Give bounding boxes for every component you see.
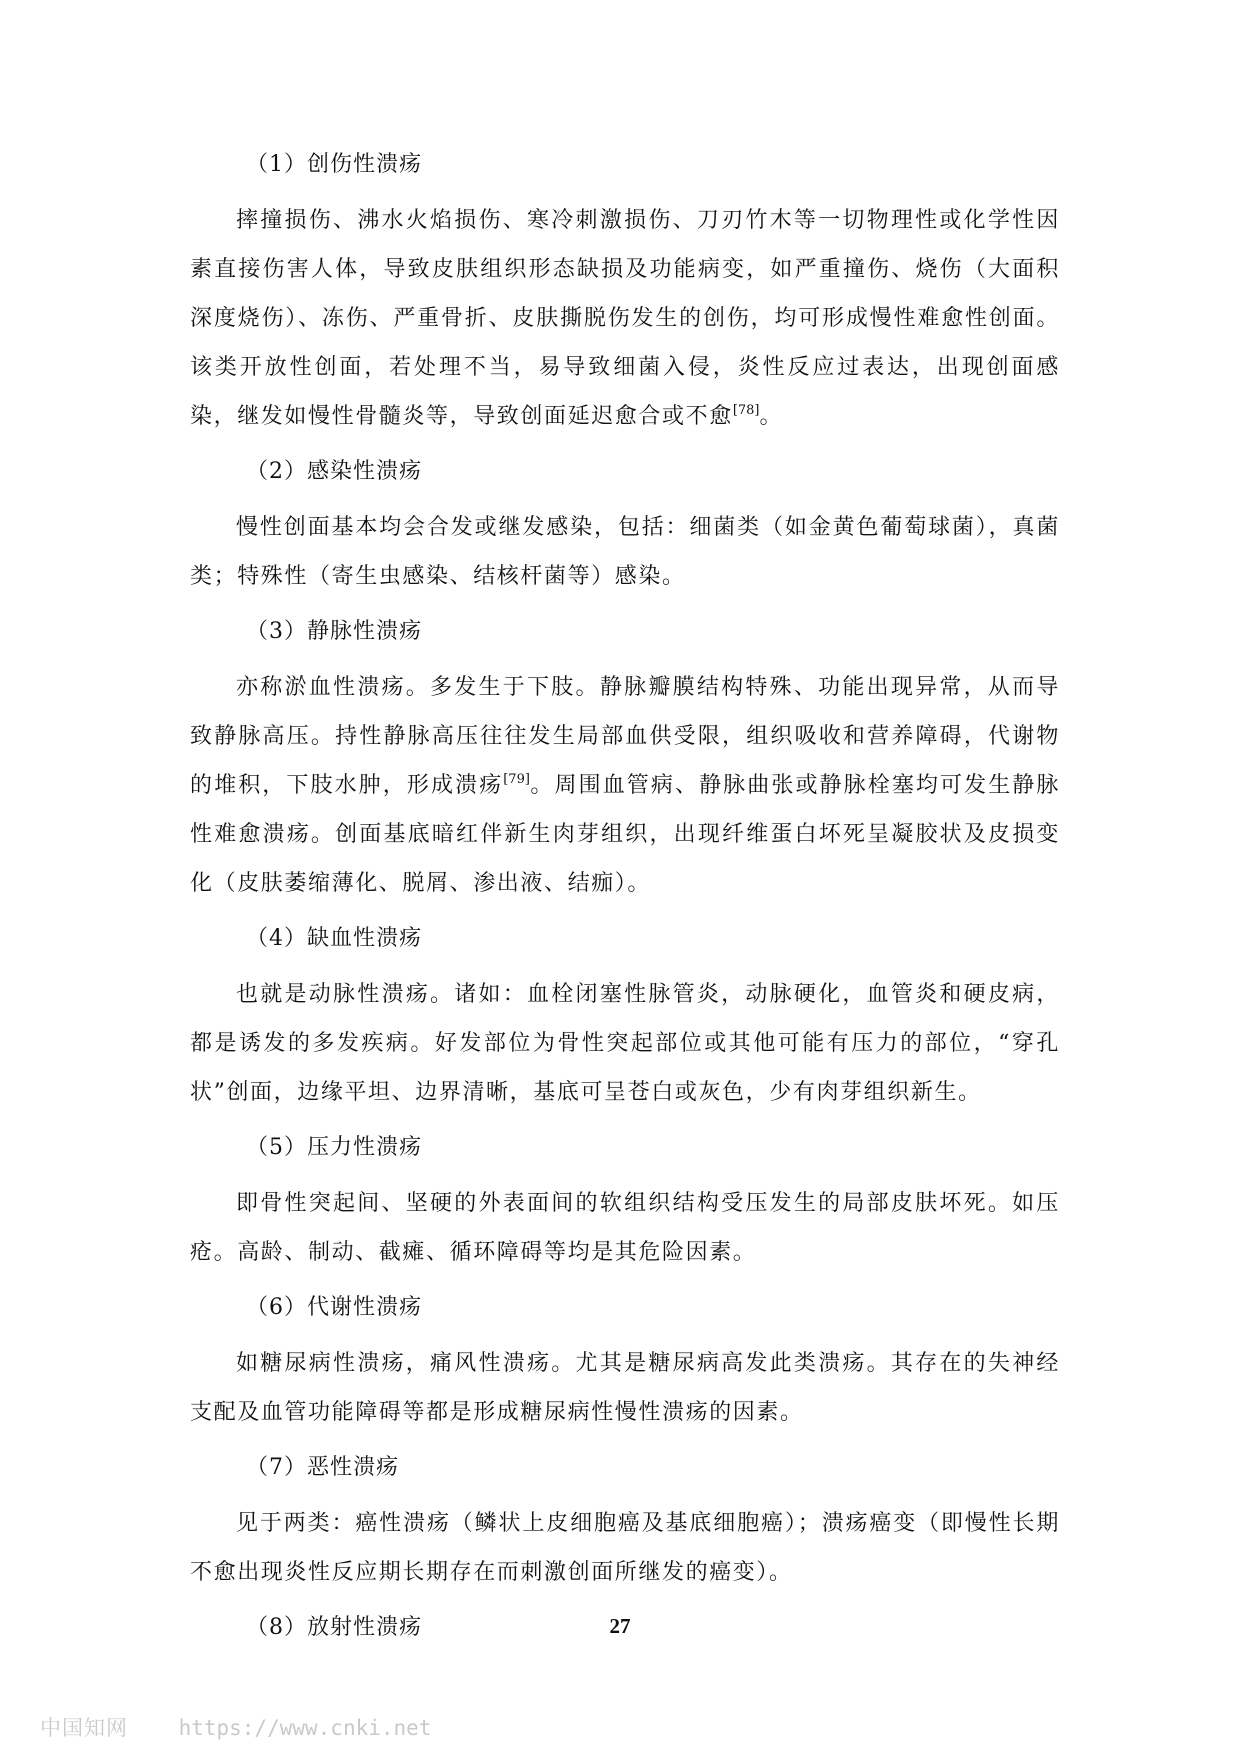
page-body xyxy=(190,150,1060,1659)
body-paragraph xyxy=(190,196,1060,441)
section-heading: （5）压力性溃疡 xyxy=(246,1135,422,1160)
paragraph-text: 慢性创面基本均会合发或继发感染，包括：细菌类（如金黄色葡萄球菌），真菌类；特殊性（寄生虫感染、结核杆菌等）感染。 xyxy=(190,515,1060,589)
section-heading: （7）恶性溃疡 xyxy=(246,1455,399,1480)
citation-ref: [79] xyxy=(503,772,530,787)
body-paragraph xyxy=(190,1499,1060,1597)
body-paragraph xyxy=(190,970,1060,1117)
section-heading: （4）缺血性溃疡 xyxy=(246,926,422,951)
section-heading: （1）创伤性溃疡 xyxy=(246,152,422,177)
citation-ref: [78] xyxy=(732,403,760,418)
section-heading: （2）感染性溃疡 xyxy=(246,459,422,484)
watermark-brand: 中国知网 xyxy=(40,1716,128,1740)
paragraph-text: 见于两类：癌性溃疡（鳞状上皮细胞癌及基底细胞癌）；溃疡癌变（即慢性长期不愈出现炎性反应期长期存在而刺激创面所继发的癌变）。 xyxy=(190,1511,1060,1585)
body-paragraph xyxy=(190,503,1060,601)
paragraph-text: 摔撞损伤、沸水火焰损伤、寒冷刺激损伤、刀刃竹木等一切物理性或化学性因素直接伤害人体，导致皮肤组织形态缺损及功能病变，如严重撞伤、烧伤（大面积深度烧伤）、冻伤、严重骨折、皮肤撕脱伤发生的创伤，均可形成慢性难愈性创面。该类开放性创面，若处理不当，易导致细菌入侵，炎性反应过表达，出现创面感染，继发如慢性骨髓炎等，导致创面延迟愈合或不愈 xyxy=(190,208,1060,429)
paragraph-text-after-citation: 。周围血管病、静脉曲张或静脉栓塞均可发生静脉性难愈溃疡。创面基底暗红伴新生肉芽组织，出现纤维蛋白坏死呈凝胶状及皮损变化（皮肤萎缩薄化、脱屑、渗出液、结痂）。 xyxy=(190,773,1060,896)
paragraph-text-after-citation: 。 xyxy=(759,404,784,429)
watermark-url: https://www.cnki.net xyxy=(178,1716,432,1740)
paragraph-text: 即骨性突起间、坚硬的外表面间的软组织结构受压发生的局部皮肤坏死。如压疮。高龄、制动、截瘫、循环障碍等均是其危险因素。 xyxy=(190,1191,1060,1265)
paragraph-text: 亦称淤血性溃疡。多发生于下肢。静脉瓣膜结构特殊、功能出现异常，从而导致静脉高压。持性静脉高压往往发生局部血供受限，组织吸收和营养障碍，代谢物的堆积，下肢水肿，形成溃疡 xyxy=(190,675,1060,798)
body-paragraph xyxy=(190,1179,1060,1277)
watermark xyxy=(40,1712,431,1742)
body-paragraph xyxy=(190,1339,1060,1437)
section-heading: （3）静脉性溃疡 xyxy=(246,619,422,644)
paragraph-text: 也就是动脉性溃疡。诸如：血栓闭塞性脉管炎，动脉硬化，血管炎和硬皮病，都是诱发的多发疾病。好发部位为骨性突起部位或其他可能有压力的部位，“穿孔状”创面，边缘平坦、边界清晰，基底可呈苍白或灰色，少有肉芽组织新生。 xyxy=(190,982,1060,1105)
section-heading: （8）放射性溃疡 xyxy=(246,1615,422,1640)
page-number: 27 xyxy=(609,1614,631,1638)
section-heading: （6）代谢性溃疡 xyxy=(246,1295,422,1320)
body-paragraph xyxy=(190,663,1060,908)
paragraph-text: 如糖尿病性溃疡，痛风性溃疡。尤其是糖尿病高发此类溃疡。其存在的失神经支配及血管功能障碍等都是形成糖尿病性慢性溃疡的因素。 xyxy=(190,1351,1060,1425)
